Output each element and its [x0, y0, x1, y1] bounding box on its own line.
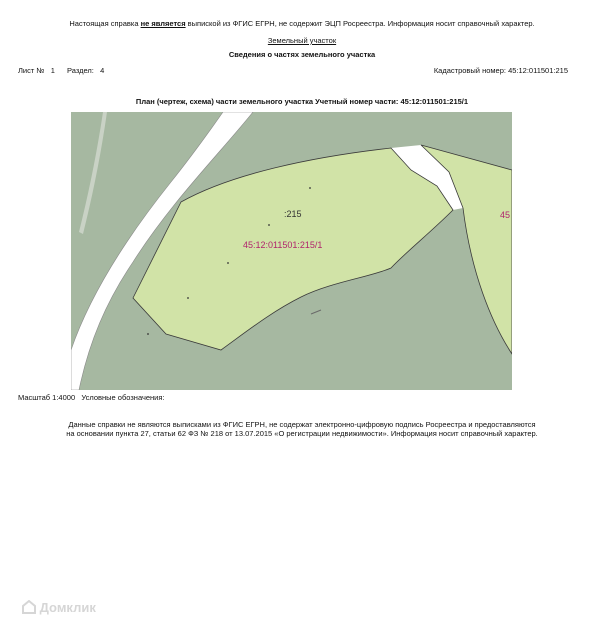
scale-label: Масштаб 1:4000 — [18, 393, 76, 402]
section-number — [67, 66, 104, 75]
cadastral-value: 45:12:011501:215 — [508, 66, 568, 75]
survey-point — [268, 224, 270, 226]
legend-label: Условные обозначения: — [81, 393, 165, 402]
neighbor-label: 45 — [500, 210, 511, 220]
cadastral-map — [71, 112, 512, 390]
page-subtitle: Сведения о частях земельного участка — [228, 50, 376, 59]
scale-row — [18, 393, 165, 402]
disclaimer — [0, 19, 604, 28]
cadastral-number — [434, 66, 568, 75]
disclaimer-emphasis: не является — [140, 19, 186, 28]
section-title: Земельный участок — [267, 36, 337, 45]
section-label: Раздел: — [67, 66, 94, 75]
part-label: 45:12:011501:215/1 — [243, 240, 323, 250]
survey-point — [309, 187, 311, 189]
survey-point — [187, 297, 189, 299]
sheet-label: Лист № — [18, 66, 45, 75]
house-icon — [22, 600, 36, 614]
footer-line-1: Данные справки не являются выписками из ФГИС ЕГРН, не содержат электронно-цифровую подпись Росреестра и предоставляются — [68, 420, 536, 429]
parcel-label: :215 — [284, 209, 302, 219]
cadastral-label: Кадастровый номер: — [433, 66, 506, 75]
section-value: 4 — [100, 66, 105, 75]
survey-point — [227, 262, 229, 264]
disclaimer-text: Настоящая справка — [69, 19, 141, 28]
plan-title: План (чертеж, схема) части земельного участка Учетный номер части: 45:12:011501:215/1 — [135, 97, 469, 106]
disclaimer-text-rest: выпиской из ФГИС ЕГРН, не содержит ЭЦП Росреестра. Информация носит справочный характер. — [185, 19, 535, 28]
watermark-logo — [22, 600, 96, 615]
sheet-value: 1 — [50, 66, 55, 75]
footer-line-2: на основании пункта 27, статьи 62 ФЗ № 218 от 13.07.2015 «О регистрации недвижимости». Информация носит справочный характер. — [66, 429, 538, 438]
sheet-number — [18, 66, 55, 75]
survey-point — [147, 333, 149, 335]
watermark-text: Домклик — [39, 600, 96, 615]
